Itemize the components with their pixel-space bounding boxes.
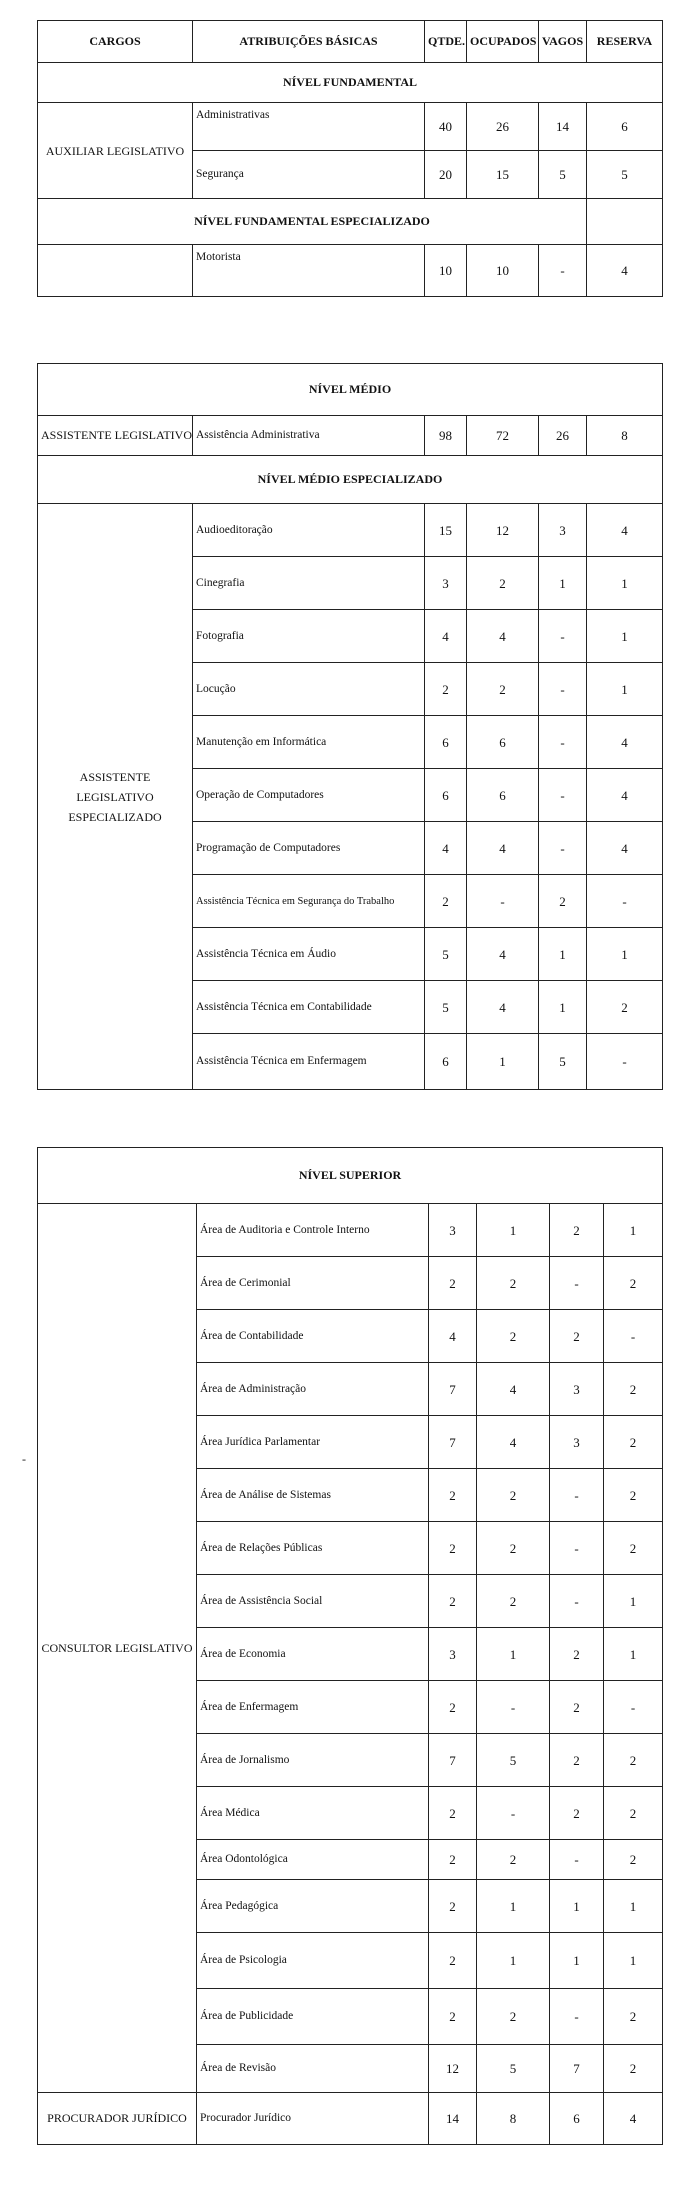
vagos-cell: 1 <box>550 1880 604 1933</box>
ocupados-cell: 8 <box>477 2093 550 2145</box>
table-row <box>38 504 663 557</box>
section-superior: NÍVEL SUPERIOR <box>38 1148 663 1204</box>
attr-cell: Área de Publicidade <box>197 1989 429 2045</box>
reserva-cell: - <box>604 1310 663 1363</box>
qtde-cell: 5 <box>425 928 467 981</box>
reserva-cell: 2 <box>604 1989 663 2045</box>
ocupados-cell: 2 <box>467 557 539 610</box>
qtde-cell: 5 <box>425 981 467 1034</box>
table-row <box>38 103 663 151</box>
qtde-cell: 2 <box>429 1989 477 2045</box>
attr-cell: Audioeditoração <box>193 504 425 557</box>
ocupados-cell: - <box>477 1787 550 1840</box>
ocupados-cell: 4 <box>467 822 539 875</box>
qtde-cell: 2 <box>429 1681 477 1734</box>
vagos-cell: 2 <box>550 1204 604 1257</box>
empty-cell <box>587 199 663 245</box>
qtde-cell: 2 <box>429 1880 477 1933</box>
reserva-cell: 5 <box>587 151 663 199</box>
reserva-cell: 2 <box>604 1787 663 1840</box>
vagos-cell: 2 <box>539 875 587 928</box>
attr-cell: Procurador Jurídico <box>197 2093 429 2145</box>
cargo-auxiliar: AUXILIAR LEGISLATIVO <box>38 103 193 199</box>
vagos-cell: 1 <box>539 928 587 981</box>
qtde-cell: 2 <box>429 1933 477 1989</box>
ocupados-cell: 2 <box>477 1469 550 1522</box>
qtde-cell: 6 <box>425 716 467 769</box>
ocupados-cell: 1 <box>477 1204 550 1257</box>
ocupados-cell: 1 <box>477 1628 550 1681</box>
vagos-cell: 1 <box>550 1933 604 1989</box>
vagos-cell: 1 <box>539 981 587 1034</box>
attr-cell: Assistência Técnica em Áudio <box>193 928 425 981</box>
ocupados-cell: 26 <box>467 103 539 151</box>
attr-cell: Área Pedagógica <box>197 1880 429 1933</box>
section-row <box>38 456 663 504</box>
ocupados-cell: 1 <box>477 1933 550 1989</box>
attr-cell: Área Jurídica Parlamentar <box>197 1416 429 1469</box>
attr-cell: Manutenção em Informática <box>193 716 425 769</box>
reserva-cell: 1 <box>587 557 663 610</box>
ocupados-cell: 5 <box>477 2045 550 2093</box>
ocupados-cell: 6 <box>467 716 539 769</box>
reserva-cell: 2 <box>604 1416 663 1469</box>
attr-cell: Locução <box>193 663 425 716</box>
vagos-cell: - <box>539 822 587 875</box>
reserva-cell: 4 <box>587 245 663 297</box>
attr-cell: Segurança <box>193 151 425 199</box>
qtde-cell: 2 <box>425 663 467 716</box>
attr-cell: Área de Cerimonial <box>197 1257 429 1310</box>
qtde-cell: 7 <box>429 1363 477 1416</box>
qtde-cell: 2 <box>429 1840 477 1880</box>
qtde-cell: 12 <box>429 2045 477 2093</box>
header-qtde: QTDE. <box>425 21 467 63</box>
reserva-cell: 2 <box>604 2045 663 2093</box>
attr-cell: Área de Relações Públicas <box>197 1522 429 1575</box>
qtde-cell: 2 <box>429 1575 477 1628</box>
reserva-cell: 1 <box>604 1575 663 1628</box>
reserva-cell: 2 <box>604 1522 663 1575</box>
ocupados-cell: 5 <box>477 1734 550 1787</box>
attr-cell: Área de Enfermagem <box>197 1681 429 1734</box>
attr-cell: Área de Administração <box>197 1363 429 1416</box>
vagos-cell: - <box>539 716 587 769</box>
cargo-assistente: ASSISTENTE LEGISLATIVO <box>38 416 193 456</box>
vagos-cell: 3 <box>539 504 587 557</box>
vagos-cell: - <box>550 1840 604 1880</box>
qtde-cell: 4 <box>429 1310 477 1363</box>
qtde-cell: 20 <box>425 151 467 199</box>
qtde-cell: 7 <box>429 1416 477 1469</box>
attr-cell: Área Médica <box>197 1787 429 1840</box>
reserva-cell: 2 <box>604 1257 663 1310</box>
attr-cell: Assistência Técnica em Enfermagem <box>193 1034 425 1090</box>
vagos-cell: - <box>539 769 587 822</box>
header-vagos: VAGOS <box>539 21 587 63</box>
section-row <box>38 1148 663 1204</box>
section-medio: NÍVEL MÉDIO <box>38 364 663 416</box>
qtde-cell: 2 <box>429 1522 477 1575</box>
reserva-cell: 2 <box>604 1469 663 1522</box>
side-dash-mark: - <box>22 1452 26 1466</box>
reserva-cell: 1 <box>604 1933 663 1989</box>
cargo-procurador: PROCURADOR JURÍDICO <box>38 2093 197 2145</box>
reserva-cell: 2 <box>604 1734 663 1787</box>
vagos-cell: 2 <box>550 1628 604 1681</box>
vagos-cell: - <box>550 1257 604 1310</box>
ocupados-cell: 6 <box>467 769 539 822</box>
vagos-cell: 7 <box>550 2045 604 2093</box>
vagos-cell: - <box>550 1575 604 1628</box>
table-superior <box>37 1147 663 2145</box>
ocupados-cell: 4 <box>467 610 539 663</box>
attr-cell: Administrativas <box>193 103 425 151</box>
vagos-cell: - <box>550 1522 604 1575</box>
reserva-cell: 1 <box>604 1880 663 1933</box>
empty-cargo-cell <box>38 245 193 297</box>
section-row <box>38 63 663 103</box>
header-cargos: CARGOS <box>38 21 193 63</box>
attr-cell: Assistência Técnica em Segurança do Trabalho <box>193 875 425 928</box>
reserva-cell: 4 <box>587 769 663 822</box>
attr-cell: Assistência Técnica em Contabilidade <box>193 981 425 1034</box>
attr-cell: Operação de Computadores <box>193 769 425 822</box>
section-medio-especializado: NÍVEL MÉDIO ESPECIALIZADO <box>38 456 663 504</box>
section-row <box>38 364 663 416</box>
ocupados-cell: 12 <box>467 504 539 557</box>
cargo-line-2: ESPECIALIZADO <box>68 809 162 824</box>
ocupados-cell: 72 <box>467 416 539 456</box>
attr-cell: Área de Revisão <box>197 2045 429 2093</box>
reserva-cell: 2 <box>604 1840 663 1880</box>
vagos-cell: 3 <box>550 1363 604 1416</box>
ocupados-cell: 10 <box>467 245 539 297</box>
attr-cell: Área de Análise de Sistemas <box>197 1469 429 1522</box>
ocupados-cell: 2 <box>467 663 539 716</box>
ocupados-cell: 15 <box>467 151 539 199</box>
reserva-cell: 2 <box>587 981 663 1034</box>
qtde-cell: 7 <box>429 1734 477 1787</box>
vagos-cell: 5 <box>539 151 587 199</box>
vagos-cell: - <box>539 610 587 663</box>
header-ocupados: OCUPADOS <box>467 21 539 63</box>
qtde-cell: 4 <box>425 610 467 663</box>
qtde-cell: 6 <box>425 1034 467 1090</box>
table-fundamental <box>37 20 663 297</box>
qtde-cell: 6 <box>425 769 467 822</box>
attr-cell: Área de Jornalismo <box>197 1734 429 1787</box>
table-row <box>38 245 663 297</box>
qtde-cell: 2 <box>429 1257 477 1310</box>
attr-cell: Área de Auditoria e Controle Interno <box>197 1204 429 1257</box>
attr-cell: Fotografia <box>193 610 425 663</box>
qtde-cell: 14 <box>429 2093 477 2145</box>
ocupados-cell: 2 <box>477 1310 550 1363</box>
ocupados-cell: 4 <box>477 1416 550 1469</box>
ocupados-cell: 2 <box>477 1840 550 1880</box>
table-row <box>38 2093 663 2145</box>
attr-cell: Assistência Administrativa <box>193 416 425 456</box>
reserva-cell: 6 <box>587 103 663 151</box>
vagos-cell: 2 <box>550 1787 604 1840</box>
qtde-cell: 3 <box>429 1204 477 1257</box>
attr-cell: Área de Contabilidade <box>197 1310 429 1363</box>
ocupados-cell: 1 <box>467 1034 539 1090</box>
reserva-cell: 1 <box>587 610 663 663</box>
table-medio <box>37 363 663 1090</box>
qtde-cell: 40 <box>425 103 467 151</box>
reserva-cell: - <box>587 875 663 928</box>
section-fundamental-especializado: NÍVEL FUNDAMENTAL ESPECIALIZADO <box>38 199 587 245</box>
attr-cell: Área de Economia <box>197 1628 429 1681</box>
ocupados-cell: 4 <box>467 981 539 1034</box>
ocupados-cell: 2 <box>477 1522 550 1575</box>
vagos-cell: 26 <box>539 416 587 456</box>
qtde-cell: 2 <box>429 1469 477 1522</box>
attr-cell: Área de Assistência Social <box>197 1575 429 1628</box>
reserva-cell: 4 <box>587 716 663 769</box>
vagos-cell: 2 <box>550 1310 604 1363</box>
qtde-cell: 10 <box>425 245 467 297</box>
reserva-cell: 1 <box>604 1628 663 1681</box>
qtde-cell: 2 <box>429 1787 477 1840</box>
reserva-cell: 1 <box>587 663 663 716</box>
reserva-cell: 8 <box>587 416 663 456</box>
ocupados-cell: 2 <box>477 1989 550 2045</box>
vagos-cell: 6 <box>550 2093 604 2145</box>
reserva-cell: - <box>604 1681 663 1734</box>
vagos-cell: - <box>550 1989 604 2045</box>
ocupados-cell: 1 <box>477 1880 550 1933</box>
ocupados-cell: 4 <box>467 928 539 981</box>
vagos-cell: 14 <box>539 103 587 151</box>
vagos-cell: 5 <box>539 1034 587 1090</box>
qtde-cell: 3 <box>429 1628 477 1681</box>
qtde-cell: 15 <box>425 504 467 557</box>
ocupados-cell: 4 <box>477 1363 550 1416</box>
ocupados-cell: - <box>467 875 539 928</box>
reserva-cell: - <box>587 1034 663 1090</box>
reserva-cell: 2 <box>604 1363 663 1416</box>
vagos-cell: 2 <box>550 1681 604 1734</box>
reserva-cell: 4 <box>587 504 663 557</box>
qtde-cell: 3 <box>425 557 467 610</box>
section-row <box>38 199 663 245</box>
attr-cell: Cinegrafia <box>193 557 425 610</box>
attr-cell: Programação de Computadores <box>193 822 425 875</box>
reserva-cell: 4 <box>587 822 663 875</box>
vagos-cell: 2 <box>550 1734 604 1787</box>
ocupados-cell: 2 <box>477 1257 550 1310</box>
header-atribuicoes: ATRIBUIÇÕES BÁSICAS <box>193 21 425 63</box>
vagos-cell: 1 <box>539 557 587 610</box>
attr-cell: Área Odontológica <box>197 1840 429 1880</box>
section-fundamental: NÍVEL FUNDAMENTAL <box>38 63 663 103</box>
table-row <box>38 1204 663 1257</box>
ocupados-cell: - <box>477 1681 550 1734</box>
attr-cell: Área de Psicologia <box>197 1933 429 1989</box>
header-row <box>38 21 663 63</box>
qtde-cell: 98 <box>425 416 467 456</box>
cargo-consultor: CONSULTOR LEGISLATIVO <box>38 1204 197 2093</box>
ocupados-cell: 2 <box>477 1575 550 1628</box>
reserva-cell: 4 <box>604 2093 663 2145</box>
header-reserva: RESERVA <box>587 21 663 63</box>
qtde-cell: 4 <box>425 822 467 875</box>
vagos-cell: 3 <box>550 1416 604 1469</box>
cargo-assistente-especializado <box>38 504 193 1090</box>
reserva-cell: 1 <box>587 928 663 981</box>
cargo-line-1: ASSISTENTE LEGISLATIVO <box>76 769 154 804</box>
vagos-cell: - <box>539 245 587 297</box>
vagos-cell: - <box>539 663 587 716</box>
attr-cell: Motorista <box>193 245 425 297</box>
table-row <box>38 416 663 456</box>
reserva-cell: 1 <box>604 1204 663 1257</box>
qtde-cell: 2 <box>425 875 467 928</box>
vagos-cell: - <box>550 1469 604 1522</box>
